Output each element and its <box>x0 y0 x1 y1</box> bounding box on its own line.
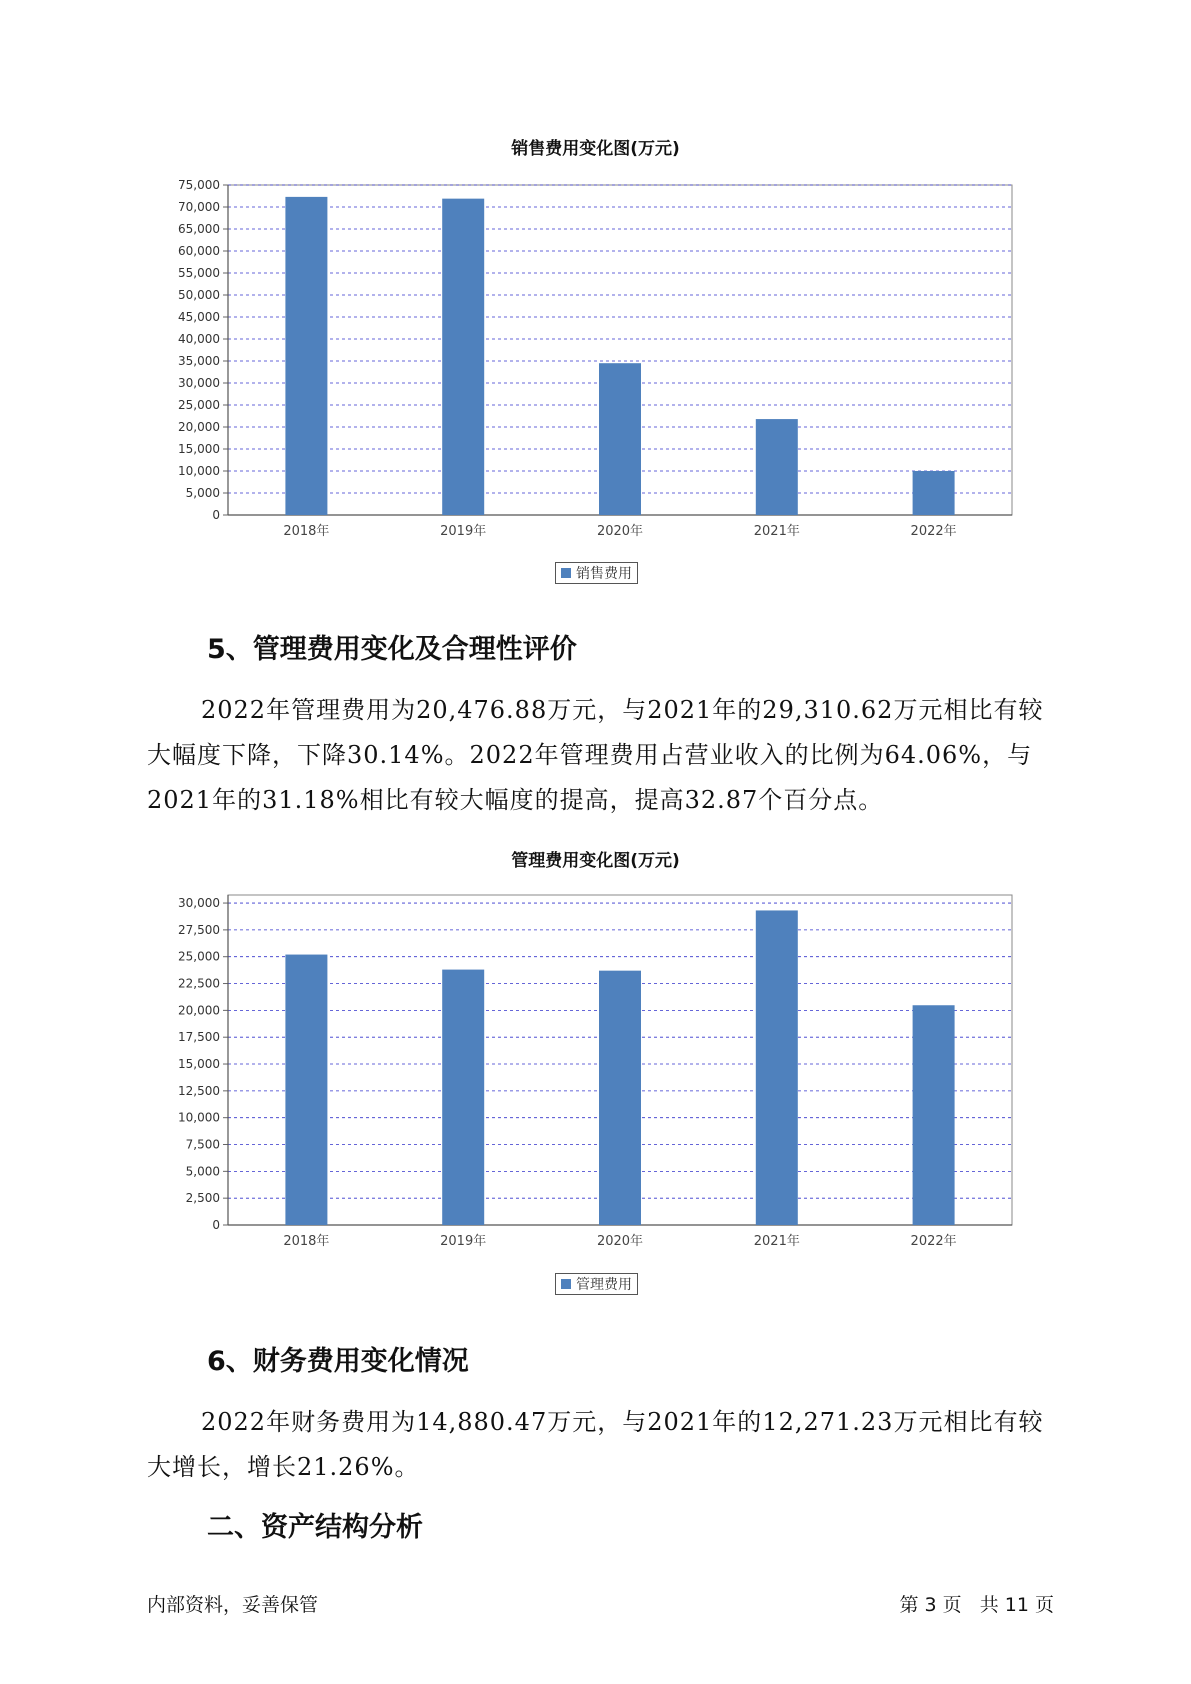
footer-note: 内部资料，妥善保管 <box>147 1594 319 1616</box>
section-2-heading: 二、资产结构分析 <box>207 1512 423 1543</box>
x-tick-label: 2020年 <box>596 1234 644 1249</box>
y-tick-label: 7,500 <box>185 1137 220 1152</box>
page-number: 第 3 页 共 11 页 <box>899 1594 1054 1616</box>
y-tick-label: 30,000 <box>178 896 220 911</box>
y-tick-label: 12,500 <box>178 1083 220 1098</box>
section-6-heading: 6、财务费用变化情况 <box>207 1346 469 1377</box>
x-tick-label: 2019年 <box>440 524 487 539</box>
x-tick-label: 2018年 <box>283 524 330 539</box>
x-tick-label: 2019年 <box>440 1234 487 1249</box>
y-tick-label: 70,000 <box>178 200 220 214</box>
x-tick-label: 2021年 <box>753 524 800 539</box>
y-tick-label: 30,000 <box>178 376 220 390</box>
y-tick-label: 20,000 <box>178 1003 220 1018</box>
y-tick-label: 0 <box>212 1218 220 1232</box>
y-tick-label: 22,500 <box>178 976 220 991</box>
section-5-paragraph: 2022年管理费用为20,476.88万元，与2021年的29,310.62万元相比有较大幅度下降，下降30.14%。2022年管理费用占营业收入的比例为64.06%，与2021年的31.18%相比有较大幅度的提高，提高32.87个百分点。 <box>147 696 1044 814</box>
y-tick-label: 25,000 <box>178 398 220 412</box>
y-tick-label: 5,000 <box>185 486 220 500</box>
y-tick-label: 75,000 <box>178 178 220 192</box>
y-tick-label: 2,500 <box>185 1191 220 1206</box>
y-tick-label: 35,000 <box>178 354 220 368</box>
y-tick-label: 15,000 <box>178 442 220 456</box>
y-tick-label: 10,000 <box>178 1110 220 1125</box>
y-tick-label: 10,000 <box>178 464 220 478</box>
y-tick-label: 55,000 <box>178 266 220 280</box>
x-tick-label: 2022年 <box>910 524 957 539</box>
bar <box>913 1005 955 1225</box>
y-tick-label: 17,500 <box>178 1030 220 1045</box>
y-tick-label: 5,000 <box>185 1164 220 1179</box>
legend-swatch-icon <box>561 1279 571 1289</box>
y-tick-label: 45,000 <box>178 310 220 324</box>
y-tick-label: 15,000 <box>178 1057 220 1072</box>
y-tick-label: 25,000 <box>178 949 220 964</box>
x-tick-label: 2021年 <box>753 1234 800 1249</box>
y-tick-label: 50,000 <box>178 288 220 302</box>
x-tick-label: 2018年 <box>283 1234 330 1249</box>
bar <box>285 955 327 1225</box>
bar <box>756 910 798 1225</box>
y-tick-label: 65,000 <box>178 222 220 236</box>
y-tick-label: 20,000 <box>178 420 220 434</box>
x-tick-label: 2020年 <box>596 524 644 539</box>
y-tick-label: 0 <box>212 508 220 522</box>
y-tick-label: 40,000 <box>178 332 220 346</box>
sales-chart-title: 销售费用变化图(万元) <box>511 139 680 159</box>
y-tick-label: 60,000 <box>178 244 220 258</box>
admin-chart-title: 管理费用变化图(万元) <box>511 851 680 871</box>
y-tick-label: 27,500 <box>178 922 220 937</box>
x-tick-label: 2022年 <box>910 1234 957 1249</box>
section-5-heading: 5、管理费用变化及合理性评价 <box>207 634 577 665</box>
bar <box>442 970 484 1225</box>
admin-chart-legend <box>555 1273 638 1295</box>
section-6-paragraph: 2022年财务费用为14,880.47万元，与2021年的12,271.23万元相比有较大增长，增长21.26%。 <box>147 1408 1044 1481</box>
bar <box>599 971 641 1225</box>
legend-label: 管理费用 <box>576 1277 632 1293</box>
legend-label: 销售费用 <box>576 566 632 582</box>
